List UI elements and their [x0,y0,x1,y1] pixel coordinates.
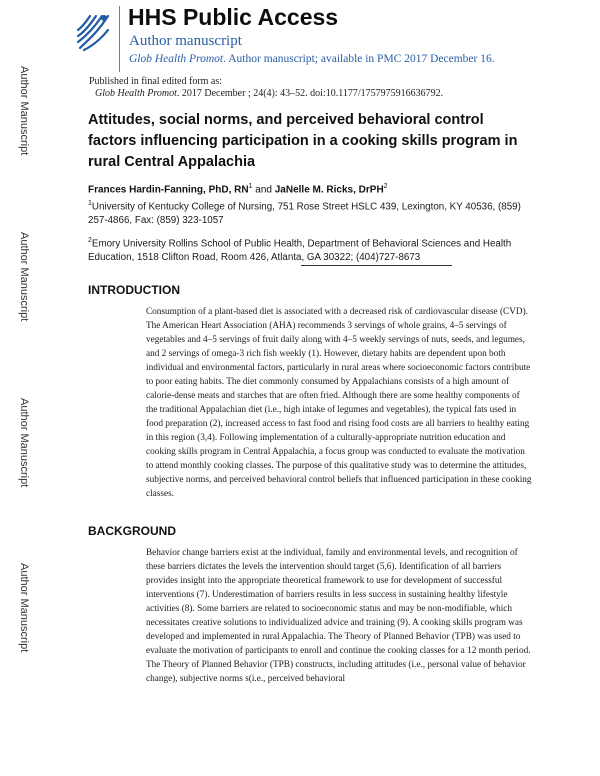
journal-name: Glob Health Promot [129,53,224,65]
affiliation-1 [88,197,528,228]
author-2-affiliation-mark: 2 [383,183,388,190]
hhs-eagle-logo-icon [74,10,112,52]
sidebar-author-manuscript-label-4: Author Manuscript [18,563,30,653]
author-line [88,183,388,195]
author-manuscript-subtitle: Author manuscript [129,33,242,49]
author-conjunction: and [255,184,272,196]
citation-details: . 2017 December ; 24(4): 43–52. doi:10.1177/1757975916636792. [176,88,444,99]
hhs-public-access-title: HHS Public Access [128,4,339,30]
background-heading: BACKGROUND [88,524,176,538]
sidebar-author-manuscript-label-3: Author Manuscript [18,398,30,488]
background-paragraph: Behavior change barriers exist at the individual, family and environmental levels, and recognition of these barriers dictates the levels the intervention should target (5,6). Identification of all barriers provides insight into the appropriate theoretical framework to use for development of successful interventions (7). Underestimation of barriers results in less success in sustaining healthy lifestyle activities (8). Some barriers are related to socioeconomic status and may be non-modifiable, which necessitates creative solutions to individualized advice and training (9). A cooking skills program was developed and implemented in rural Appalachia. The Theory of Planned Behavior (TPB) was used to evaluate the motivation of participants to enroll and continue the cooking classes for a 12 month period. The Theory of Planned Behavior (TPB) constructs, including attitudes (i.e., personal value of behavior change), subjective norms s(i.e., perceived behavioral [146,548,531,684]
article-title: Attitudes, social norms, and perceived behavioral control factors influencing participation in a cooking skills program in rural Central Appalachia [88,112,518,170]
availability-line [129,53,495,65]
footnote-rule [301,265,452,266]
published-label: Published in final edited form as: [89,76,223,87]
author-2: JaNelle M. Ricks, DrPH [274,184,384,196]
citation-line [95,88,443,99]
sidebar-author-manuscript-label-2: Author Manuscript [18,232,30,322]
affiliation-2-mark: 2 [88,237,92,244]
citation-journal: Glob Health Promot [95,88,177,99]
header-divider [119,6,120,72]
introduction-heading: INTRODUCTION [88,283,180,297]
affiliation-2 [88,234,528,265]
affiliation-2-text: Emory University Rollins School of Public Health, Department of Behavioral Sciences and Health Education, 1518 Clifton Road, Room 426, Atlanta, GA 30322; (404)727-8673 [88,238,512,264]
author-1-affiliation-mark: 1 [248,183,253,190]
availability-text: . Author manuscript; available in PMC 2017 December 16. [223,53,495,65]
affiliation-1-mark: 1 [88,200,92,207]
introduction-paragraph: Consumption of a plant-based diet is associated with a decreased risk of cardiovascular disease (CVD). The American Heart Association (AHA) recommends 3 servings of whole grains, 4–5 servings of vegetables and 4–5 servings of fruit daily along with 4–5 weekly servings of nuts, seeds, and legumes, and 2 servings of omega-3 rich fish weekly (1). However, dietary habits are dependent upon both individual and environmental factors, particularly in rural areas where socioeconomic factors contribute to poor eating habits. The diet commonly consumed by Appalachians consists of a high amount of calorie-dense meats and starches that are often fried. Although there are some healthy components of the traditional Appalachian diet (i.e., high intake of legumes and vegetables), the typical fats used in food preparation (2), increased access to fast food and rising food costs are all barriers to healthy eating in this region (3,4). Following implementation of a culturally-appropriate nutrition education and cooking skills program in Central Appalachia, a focus group was conducted to evaluate the motivation to attend monthly cooking classes. The purpose of this qualitative study was to determine the attitudes, subjective norms, and perceived behavioral control beliefs that influenced participation in these cooking classes. [146,307,532,499]
sidebar-author-manuscript-label-1: Author Manuscript [18,66,30,156]
affiliation-1-text: University of Kentucky College of Nursing, 751 Rose Street HSLC 439, Lexington, KY 40536, (859) 257-4866, Fax: (859) 323-1057 [88,201,521,227]
author-1: Frances Hardin-Fanning, PhD, RN [88,184,249,196]
